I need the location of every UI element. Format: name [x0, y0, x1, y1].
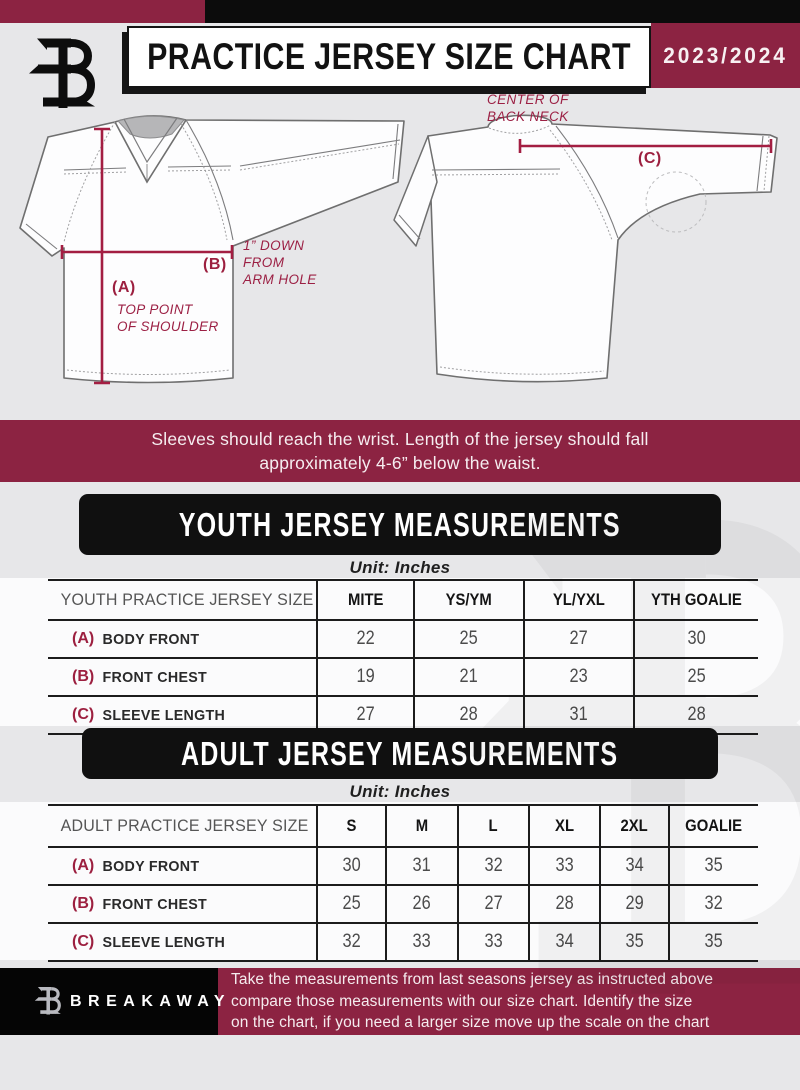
instructions-line2: compare those measurements with our size chart. Identify the size: [231, 992, 693, 1010]
jersey-diagrams: [0, 90, 800, 420]
fit-note-line2: approximately 4-6” below the waist.: [259, 453, 541, 473]
note-line: OF SHOULDER: [117, 319, 219, 334]
row-label-cell: [48, 848, 316, 884]
row-label: BODY FRONT: [102, 857, 200, 875]
youth-header-size: [48, 581, 316, 619]
adult-row-body-front: [48, 846, 758, 884]
value: 23: [569, 666, 589, 687]
value-cell: [528, 924, 599, 960]
jersey-diagram-canvas: [0, 90, 800, 420]
note-line: CENTER OF: [487, 92, 569, 107]
youth-section-title: [0, 482, 800, 578]
column-header-text: L: [488, 816, 499, 835]
note-line: FROM: [243, 255, 285, 270]
column-header-text: YL/YXL: [552, 590, 605, 609]
row-label-cell: [48, 659, 316, 695]
label-b: (B): [203, 256, 227, 273]
season-label: 2023/2024: [663, 42, 788, 68]
label-c: (C): [638, 150, 662, 167]
back-jersey-diagram: [394, 115, 777, 381]
column-header-text: YOUTH PRACTICE JERSEY SIZE: [60, 590, 314, 609]
top-accent-strip-maroon: [0, 0, 205, 23]
note-line: BACK NECK: [487, 109, 569, 124]
value-cell: [668, 924, 758, 960]
value-cell: [523, 659, 633, 695]
value: 26: [412, 893, 432, 914]
row-key: (B): [72, 668, 95, 685]
footer: [0, 960, 800, 1035]
column-header-text: S: [346, 816, 357, 835]
value-cell: [385, 886, 457, 922]
youth-row-front-chest: [48, 657, 758, 695]
value-cell: [457, 924, 528, 960]
value-cell: [633, 659, 758, 695]
value-cell: [385, 924, 457, 960]
youth-measurements-badge: [79, 494, 720, 555]
adult-table-header-row: [48, 804, 758, 846]
youth-badge-label: YOUTH JERSEY MEASUREMENTS: [179, 505, 621, 543]
instructions-line1: Take the measurements from last seasons jersey as instructed above: [231, 971, 714, 989]
note-line: 1” DOWN: [243, 238, 305, 253]
column-header-text: YTH GOALIE: [651, 590, 742, 609]
value: 35: [704, 855, 724, 876]
page-title-box: [127, 26, 651, 88]
value-cell: [316, 924, 385, 960]
value-cell: [316, 659, 413, 695]
row-key: (C): [72, 933, 95, 950]
value: 31: [412, 855, 432, 876]
value-cell: [528, 848, 599, 884]
top-accent-strip: [0, 0, 800, 23]
adult-header-2xl: [599, 806, 668, 846]
instructions-line3: on the chart, if you need a larger size move up the scale on the chart: [231, 1014, 710, 1032]
row-label: BODY FRONT: [102, 630, 200, 648]
value: 28: [687, 704, 706, 725]
value: 34: [625, 855, 644, 876]
value-cell: [316, 848, 385, 884]
value: 28: [459, 704, 479, 725]
value-cell: [668, 886, 758, 922]
youth-header-goalie: [633, 581, 758, 619]
adult-row-sleeve-length: [48, 922, 758, 962]
column-header-text: ADULT PRACTICE JERSEY SIZE: [60, 816, 309, 835]
adult-section-title: [0, 726, 800, 802]
value: 27: [356, 704, 375, 725]
note-down-from-armhole: [243, 237, 317, 288]
label-a: (A): [112, 279, 136, 296]
column-header-text: GOALIE: [685, 816, 743, 835]
breakaway-logo-footer: [34, 982, 64, 1020]
value: 33: [412, 931, 432, 952]
youth-unit-label: Unit: Inches: [349, 558, 451, 577]
breakaway-logo: [26, 26, 104, 122]
brand-name: BREAKAWAY: [70, 992, 232, 1010]
adult-header-goalie: [668, 806, 758, 846]
value: 25: [342, 893, 361, 914]
row-label-cell: [48, 886, 316, 922]
value: 29: [625, 893, 644, 914]
season-badge: [651, 23, 800, 88]
value-cell: [413, 659, 523, 695]
value-cell: [599, 924, 668, 960]
page-title: PRACTICE JERSEY SIZE CHART: [147, 36, 631, 77]
note-line: TOP POINT: [117, 302, 193, 317]
value: 35: [625, 931, 644, 952]
adult-header-s: [316, 806, 385, 846]
footer-instructions-box: [218, 968, 800, 1035]
youth-header-mite: [316, 581, 413, 619]
value: 32: [704, 893, 724, 914]
fit-note-banner: [0, 420, 800, 482]
value-cell: [316, 621, 413, 657]
adult-header-l: [457, 806, 528, 846]
note-top-point-of-shoulder: [117, 301, 219, 335]
adult-size-table: [48, 804, 758, 962]
adult-table-area: [0, 802, 800, 960]
row-key: (A): [72, 630, 95, 647]
value-cell: [528, 886, 599, 922]
adult-row-front-chest: [48, 884, 758, 922]
value-cell: [385, 848, 457, 884]
adult-badge-label: ADULT JERSEY MEASUREMENTS: [181, 734, 619, 772]
youth-table-area: [0, 578, 800, 726]
column-header-text: YS/YM: [445, 590, 493, 609]
value-cell: [457, 848, 528, 884]
value: 32: [484, 855, 503, 876]
adult-unit-label: Unit: Inches: [349, 782, 451, 801]
column-header-text: 2XL: [620, 816, 649, 835]
value: 35: [704, 931, 724, 952]
value-cell: [523, 621, 633, 657]
row-label: FRONT CHEST: [102, 895, 208, 913]
adult-measurements-badge: [82, 728, 717, 779]
row-label: SLEEVE LENGTH: [102, 706, 226, 724]
value: 34: [555, 931, 574, 952]
value: 22: [356, 628, 375, 649]
fit-note-line1: Sleeves should reach the wrist. Length of the jersey should fall: [151, 429, 649, 449]
value: 21: [459, 666, 479, 687]
row-label: SLEEVE LENGTH: [102, 933, 226, 951]
value-cell: [599, 848, 668, 884]
value-cell: [599, 886, 668, 922]
youth-header-ylyxl: [523, 581, 633, 619]
row-key: (A): [72, 857, 95, 874]
value-cell: [633, 621, 758, 657]
youth-table-header-row: [48, 579, 758, 619]
youth-size-table: [48, 579, 758, 735]
value-cell: [316, 886, 385, 922]
value-cell: [668, 848, 758, 884]
value: 28: [555, 893, 574, 914]
row-label: FRONT CHEST: [102, 668, 208, 686]
column-header-text: XL: [555, 816, 574, 835]
row-key: (B): [72, 895, 95, 912]
note-line: ARM HOLE: [243, 272, 317, 287]
value: 27: [484, 893, 503, 914]
row-key: (C): [72, 706, 95, 723]
value-cell: [457, 886, 528, 922]
row-label-cell: [48, 621, 316, 657]
column-header-text: M: [415, 816, 429, 835]
value: 31: [569, 704, 589, 725]
value: 19: [356, 666, 375, 687]
adult-header-size: [48, 806, 316, 846]
footer-brand-box: [0, 968, 232, 1035]
value-cell: [413, 621, 523, 657]
value: 25: [459, 628, 479, 649]
row-label-cell: [48, 924, 316, 960]
youth-header-ysym: [413, 581, 523, 619]
note-center-of-back-neck: [487, 91, 569, 125]
front-jersey-diagram: [20, 116, 404, 383]
value: 32: [342, 931, 361, 952]
column-header-text: MITE: [347, 590, 384, 609]
adult-header-xl: [528, 806, 599, 846]
value: 33: [484, 931, 503, 952]
value: 25: [687, 666, 706, 687]
value: 30: [687, 628, 706, 649]
value: 27: [569, 628, 589, 649]
youth-row-body-front: [48, 619, 758, 657]
value: 33: [555, 855, 574, 876]
value: 30: [342, 855, 361, 876]
adult-header-m: [385, 806, 457, 846]
